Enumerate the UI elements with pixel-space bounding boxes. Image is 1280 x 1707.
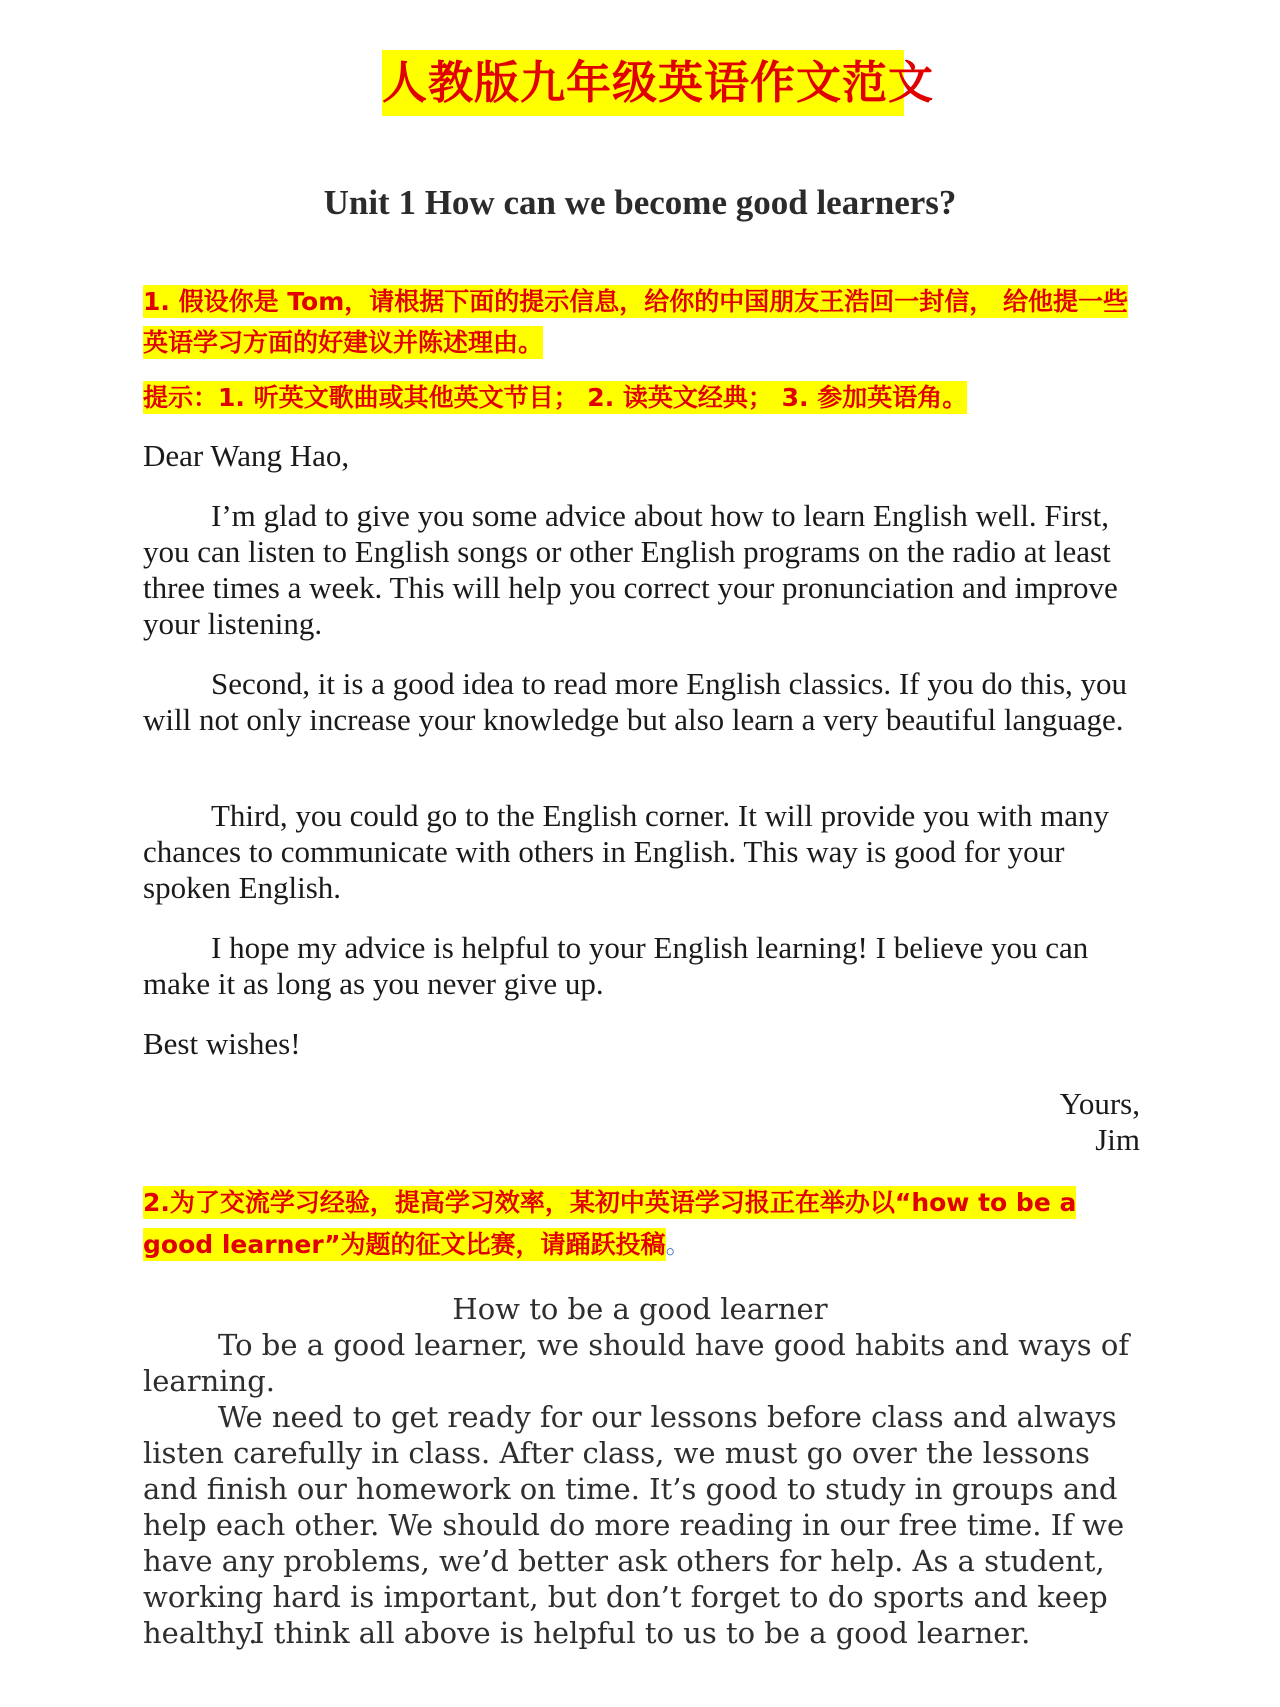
- letter-paragraph-text: I’m glad to give you some advice about how to learn English well. First, you can listen to English songs or other English programs on the radio at least three times a week. This will help you correct your pronunciation and improve your listening.: [143, 498, 1118, 641]
- essay-title: How to be a good learner: [452, 1292, 828, 1326]
- letter-paragraph-text: I hope my advice is helpful to your English learning! I believe you can make it as long as you never give up.: [143, 930, 1089, 1001]
- essay-paragraph-text: I think all above is helpful to us to be a good learner.: [253, 1616, 1031, 1650]
- letter-paragraph-1: [143, 498, 1143, 642]
- essay-paragraph-3: [143, 1615, 1143, 1651]
- essay-paragraph-2: [143, 1399, 1143, 1651]
- letter-paragraph-text: Second, it is a good idea to read more English classics. If you do this, you will not only increase your knowledge but also learn a very beautiful language.: [143, 666, 1128, 737]
- task-2-prompt: [143, 1185, 1143, 1268]
- task-1-hint: [143, 380, 1143, 421]
- essay-paragraph-text: We need to get ready for our lessons before class and always listen carefully in class. After class, we must go over the lessons and finish our homework on time. It’s good to study in groups and help each other. We should do more reading in our free time. If we have any problems, we’d better ask others for help. As a student, working hard is important, but don’t forget to do sports and keep healthy.: [143, 1400, 1125, 1650]
- letter-signoff-text: Yours,: [1059, 1086, 1140, 1121]
- letter-signature: Jim: [1095, 1122, 1140, 1157]
- letter-paragraph-text: Third, you could go to the English corner. It will provide you with many chances to communicate with others in English. This way is good for your spoken English.: [143, 798, 1110, 905]
- letter-paragraph-3: [143, 798, 1143, 906]
- task-2-prompt-text: 2.为了交流学习经验，提高学习效率，某初中英语学习报正在举办以“how to be a good learner”为题的征文比赛，请踊跃投稿: [143, 1188, 1077, 1259]
- unit-heading: Unit 1 How can we become good learners?: [323, 183, 957, 222]
- letter-closing: [143, 1026, 1143, 1062]
- letter-paragraph-2: [143, 666, 1143, 738]
- essay-paragraph-1: [143, 1327, 1143, 1399]
- task-1-hint-text: 提示：1. 听英文歌曲或其他英文节目； 2. 读英文经典； 3. 参加英语角。: [143, 383, 968, 412]
- essay-paragraph-text: To be a good learner, we should have good habits and ways of learning.: [143, 1328, 1130, 1398]
- document-title: 人教版九年级英语作文范文: [382, 50, 904, 116]
- letter-greeting-text: Dear Wang Hao,: [143, 438, 350, 473]
- letter-paragraph-4: [143, 930, 1143, 1002]
- letter-closing-text: Best wishes!: [143, 1026, 301, 1061]
- letter-signoff: [900, 1086, 1140, 1158]
- task-1-prompt: [143, 284, 1143, 366]
- letter-greeting: [143, 438, 1143, 474]
- task-1-prompt-text: 1. 假设你是 Tom，请根据下面的提示信息，给你的中国朋友王浩回一封信， 给他提一些英语学习方面的好建议并陈述理由。: [143, 287, 1128, 357]
- task-2-trailing-period: 。: [665, 1230, 691, 1259]
